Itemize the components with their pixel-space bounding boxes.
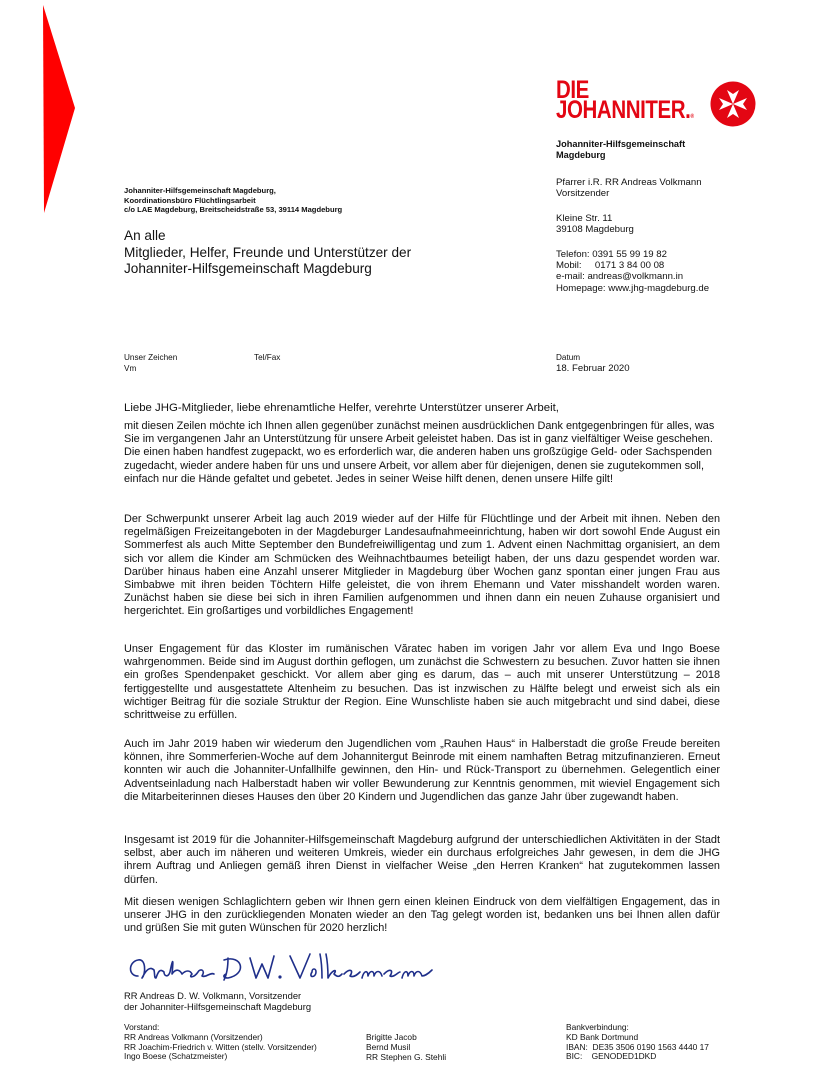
sender-return-address: Johanniter-Hilfsgemeinschaft Magdeburg, Koordinationsbüro Flüchtlingsarbeit c/o LAE Magdeburg, Breitscheidstraße 53, 39114 Magdeburg [124,186,343,215]
reference-telfax: Tel/Fax [254,353,281,362]
contact-person: Pfarrer i.R. RR Andreas Volkmann Vorsitzender [556,177,702,200]
contact-address: Kleine Str. 11 39108 Magdeburg [556,213,634,236]
board-members-right: Brigitte Jacob Bernd Musil RR Stephen G. Stehli [366,1032,447,1062]
recipient-address: An alle Mitglieder, Helfer, Freunde und Unterstützer der Johanniter-Hilfsgemeinschaft Magdeburg [124,228,412,276]
letter-paragraph: Mit diesen wenigen Schlaglichtern geben wir Ihnen gern einen kleinen Eindruck von dem vielfältigen Engagement, das in unserer JHG in den zurückliegenden Monaten wieder an den Tag gelegt worden ist, bedanken uns bei Ihnen allen dafür und grüßen Sie mit guten Wünschen für 2020 herzlich! [124,896,720,935]
fold-marker-arrow-icon [40,0,80,220]
reference-our-sign: Unser Zeichen Vm [124,353,178,373]
signer-block: RR Andreas D. W. Volkmann, Vorsitzender der Johanniter-Hilfsgemeinschaft Magdeburg [124,990,312,1013]
handwritten-signature [124,948,434,986]
mobile-number: Mobil: 0171 3 84 00 08 [556,260,665,272]
logo-wordmark: DIE JOHANNITER.® [556,76,694,124]
letter-paragraph: Der Schwerpunkt unserer Arbeit lag auch 2019 wieder auf der Hilfe für Flüchtlinge und der Arbeit mit ihnen. Neben den regelmäßigen Freizeitangeboten in der Magdeburger Landesaufnahmeeinrichtung, haben wir dort sowohl Ende August ein Sommerfest als auch Mitte September den Bundefreiwilligentag und zum 1. Advent einen Nachmittag organisiert, an dem sich vor allem die Kinder am Schmücken des Weihnachtbaumes beteiligt haben, der uns dazu gespendet worden war. Darüber hinaus haben eine Anzahl unserer Mitglieder in Magdeburg über Wochen ganz spontan einer jungen Frau aus Simbabwe mit ihren beiden Töchtern Hilfe geleistet, die von ihrem Ehemann und Vater misshandelt worden waren. Zunächst haben sie diese bei sich in ihren Familien aufgenommen und ihnen dann ein neuen Zuhause organisiert und hergerichtet. Ein großartiges und vorbildliches Engagement! [124,513,720,618]
board-members-left: Vorstand: RR Andreas Volkmann (Vorsitzender) RR Joachim-Friedrich v. Witten (stellv. Vorsitzender) Ingo Boese (Schatzmeister) [124,1022,317,1062]
bank-details: Bankverbindung: KD Bank Dortmund IBAN: DE35 3506 0190 1563 4440 17 BIC: GENODED1DKD [566,1022,709,1062]
organization-name: Johanniter-Hilfsgemeinschaft Magdeburg [556,139,686,160]
johanniter-logo [556,76,766,140]
reference-date: Datum 18. Februar 2020 [556,353,630,374]
email-address[interactable]: e-mail: andreas@volkmann.in [556,271,684,283]
johanniter-cross-icon [710,81,756,127]
letter-paragraph: Insgesamt ist 2019 für die Johanniter-Hilfsgemeinschaft Magdeburg aufgrund der unterschiedlichen Aktivitäten in der Stadt selbst, aber auch im näheren und weiteren Umkreis, wieder ein durchaus erfolgreiches Jahr gewesen, in dem die JHG ihrem Auftrag und Anliegen gemäß ihren Dienst in vielfacher Weise „den Herren Kranken“ hat zugutekommen lassen dürfen. [124,834,720,886]
letter-salutation: Liebe JHG-Mitglieder, liebe ehrenamtliche Helfer, verehrte Unterstützer unserer Arbeit, [124,402,559,414]
letter-paragraph: mit diesen Zeilen möchte ich Ihnen allen gegenüber zunächst meinen ausdrücklichen Dank entgegenbringen für alles, was Sie im vergangenen Jahr an Unterstützung für unsere Arbeit geleistet haben. Das ist in ganz vielfältiger Weise geschehen. Die einen haben handfest zugepackt, wo es erforderlich war, die anderen haben uns großzügige Geld- oder Sachspenden zugedacht, wieder andere haben für uns und unsere Arbeit, vor allem aber für diejenigen, denen sie zugutekommen soll, einfach nur die Hände gefaltet und gebetet. Jedes in seiner Weise hilft denen, denen unsere Hilfe gilt! [124,420,715,485]
phone-number: Telefon: 0391 55 99 19 82 [556,249,667,260]
letter-paragraph: Auch im Jahr 2019 haben wir wiederum den Jugendlichen vom „Rauhen Haus“ in Halberstadt die große Freude bereiten können, ihre Sommerferien-Woche auf dem Johannitergut Beinrode mit einem namhaften Betrag mitzufinanzieren. Erneut konnten wir auch die Johanniter-Unfallhilfe gewinnen, den Hin- und Rück-Transport zu übernehmen. Gelegentlich einer Adventseinladung nach Halberstadt haben wir voller Bewunderung zur Kenntnis genommen, mit wieviel Engagement sich die Mitarbeiterinnen dieses Hauses den über 20 Kindern und Jugendlichen das ganze Jahr über zugewandt haben. [124,738,720,803]
contact-details [556,249,709,294]
letter-paragraph: Unser Engagement für das Kloster im rumänischen Văratec haben im vorigen Jahr vor allem Eva und Ingo Boese wahrgenommen. Beide sind im August dorthin geflogen, um zunächst die Schwestern zu besuchen. Zuvor hatten sie ihnen ein großes Spendenpaket geschickt. Vor allem aber ging es darum, das – auch mit unserer Unterstützung – 2018 fertiggestellte und ausgestattete Altenheim zu besuchen. Das ist inzwischen zu Hälfte belegt und erweist sich als ein wichtiger Beitrag für die soziale Struktur der Region. Eine Wunschliste haben sie auch mitgebracht und sind dabei, diese schrittweise zu erfüllen. [124,643,720,722]
homepage-link[interactable]: Homepage: www.jhg-magdeburg.de [556,282,710,294]
